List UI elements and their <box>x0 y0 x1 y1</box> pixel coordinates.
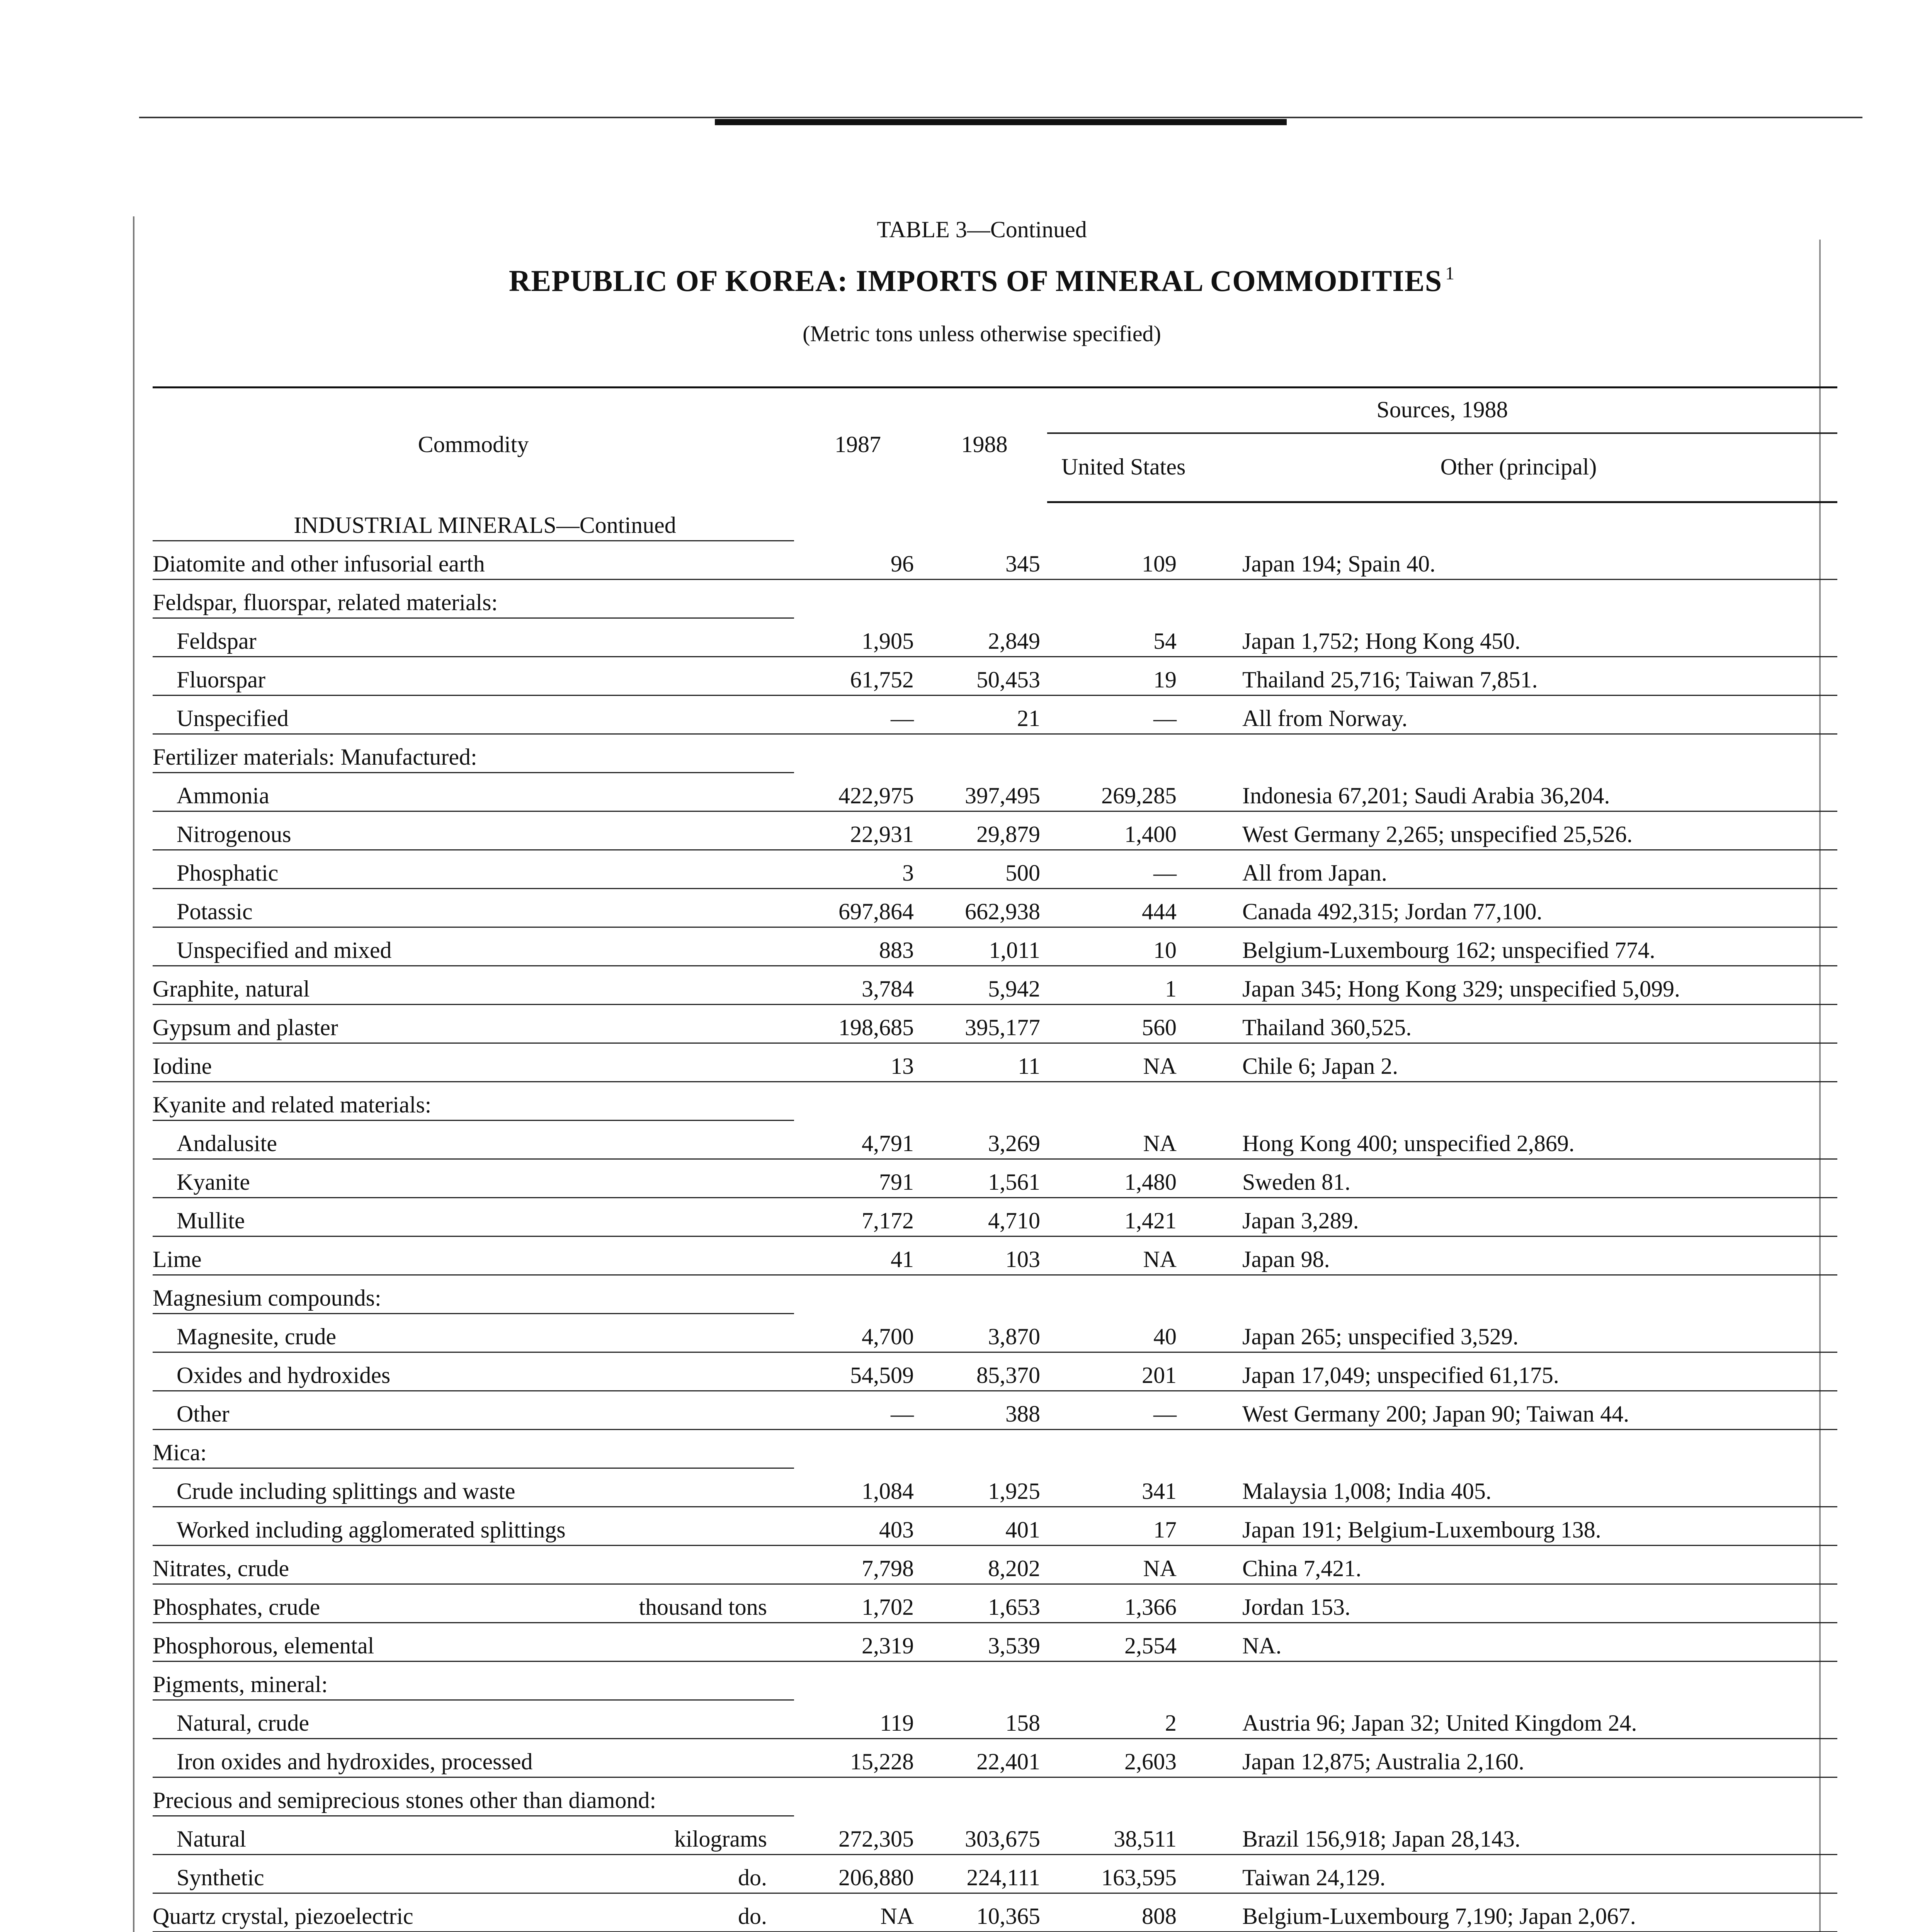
other-sources: Japan 191; Belgium-Luxembourg 138. <box>1200 1507 1837 1545</box>
table-row <box>153 1700 1837 1738</box>
value-1988: 3,269 <box>922 1120 1047 1159</box>
value-1987: 1,702 <box>794 1584 922 1622</box>
value-1987 <box>794 1777 922 1816</box>
value-1988: 50,453 <box>922 656 1047 695</box>
value-united-states: 54 <box>1047 618 1200 656</box>
value-united-states: NA <box>1047 1120 1200 1159</box>
table-row <box>153 1429 1837 1468</box>
commodity-cell <box>153 1313 794 1352</box>
table-row <box>153 811 1837 850</box>
value-united-states: 1,480 <box>1047 1159 1200 1197</box>
value-united-states <box>1047 734 1200 772</box>
value-united-states: 10 <box>1047 927 1200 966</box>
other-sources: Japan 345; Hong Kong 329; unspecified 5,099. <box>1200 966 1837 1004</box>
value-1988: 4,710 <box>922 1197 1047 1236</box>
other-sources: Sweden 81. <box>1200 1159 1837 1197</box>
value-1987: 15,228 <box>794 1738 922 1777</box>
table-row <box>153 1893 1837 1932</box>
value-united-states: 17 <box>1047 1507 1200 1545</box>
value-1988: 395,177 <box>922 1004 1047 1043</box>
commodity-name: Nitrates, crude <box>153 1555 289 1581</box>
commodity-name: Natural <box>177 1826 246 1852</box>
other-sources: Malaysia 1,008; India 405. <box>1200 1468 1837 1507</box>
commodity-cell <box>153 1043 794 1082</box>
value-1987: 41 <box>794 1236 922 1275</box>
commodity-cell <box>153 734 794 772</box>
value-1987: 1,905 <box>794 618 922 656</box>
value-1987 <box>794 1275 922 1313</box>
commodity-name: Ammonia <box>177 782 269 808</box>
unit-label: thousand tons <box>639 1594 767 1620</box>
value-1988: 397,495 <box>922 772 1047 811</box>
imports-table <box>153 386 1837 1932</box>
commodity-name: Natural, crude <box>177 1710 310 1736</box>
value-1987: 61,752 <box>794 656 922 695</box>
unit-label: kilograms <box>674 1826 767 1852</box>
value-1988 <box>922 1429 1047 1468</box>
commodity-cell <box>153 1082 794 1120</box>
table-row <box>153 966 1837 1004</box>
value-united-states: 201 <box>1047 1352 1200 1391</box>
other-sources: All from Norway. <box>1200 695 1837 734</box>
other-sources: Belgium-Luxembourg 7,190; Japan 2,067. <box>1200 1893 1837 1932</box>
commodity-name: Iodine <box>153 1053 212 1079</box>
commodity-name: Mica: <box>153 1439 207 1465</box>
value-1988: 5,942 <box>922 966 1047 1004</box>
value-united-states: 341 <box>1047 1468 1200 1507</box>
other-sources: Taiwan 24,129. <box>1200 1854 1837 1893</box>
value-1988: 11 <box>922 1043 1047 1082</box>
value-1987: 697,864 <box>794 888 922 927</box>
commodity-name: Diatomite and other infusorial earth <box>153 551 485 577</box>
top-rule <box>139 117 1862 118</box>
value-united-states: 2,603 <box>1047 1738 1200 1777</box>
value-united-states: 444 <box>1047 888 1200 927</box>
commodity-cell <box>153 1197 794 1236</box>
value-1987: 4,700 <box>794 1313 922 1352</box>
table-row <box>153 1468 1837 1507</box>
commodity-cell <box>153 1738 794 1777</box>
commodity-cell <box>153 1275 794 1313</box>
value-united-states <box>1047 1082 1200 1120</box>
table-row <box>153 1545 1837 1584</box>
value-united-states: 1,400 <box>1047 811 1200 850</box>
table-row <box>153 1584 1837 1622</box>
value-1988: 303,675 <box>922 1816 1047 1854</box>
value-1988: 2,849 <box>922 618 1047 656</box>
table-row <box>153 1004 1837 1043</box>
value-1988 <box>922 579 1047 618</box>
commodity-cell <box>153 541 794 579</box>
other-sources: Japan 98. <box>1200 1236 1837 1275</box>
value-united-states <box>1047 1661 1200 1700</box>
value-united-states: 1,366 <box>1047 1584 1200 1622</box>
table-row <box>153 1043 1837 1082</box>
commodity-name: Fertilizer materials: Manufactured: <box>153 744 477 770</box>
other-sources: Austria 96; Japan 32; United Kingdom 24. <box>1200 1700 1837 1738</box>
other-sources <box>1200 579 1837 618</box>
table-row <box>153 1738 1837 1777</box>
other-sources <box>1200 734 1837 772</box>
value-1988: 3,870 <box>922 1313 1047 1352</box>
commodity-cell <box>153 656 794 695</box>
table-row <box>153 1622 1837 1661</box>
commodity-name: Feldspar <box>177 628 257 654</box>
value-1988: 662,938 <box>922 888 1047 927</box>
commodity-name: Kyanite <box>177 1169 250 1195</box>
header-1988: 1988 <box>961 431 1008 457</box>
value-1987: 3,784 <box>794 966 922 1004</box>
value-1988 <box>922 1777 1047 1816</box>
table-row <box>153 734 1837 772</box>
value-united-states: 2 <box>1047 1700 1200 1738</box>
commodity-name: Oxides and hydroxides <box>177 1362 391 1388</box>
value-1987: 13 <box>794 1043 922 1082</box>
commodity-cell <box>153 1159 794 1197</box>
header-row-1 <box>153 388 1837 433</box>
commodity-name: Mullite <box>177 1208 245 1233</box>
commodity-cell <box>153 1352 794 1391</box>
other-sources: Jordan 153. <box>1200 1584 1837 1622</box>
table-row <box>153 1275 1837 1313</box>
commodity-cell <box>153 1584 794 1622</box>
commodity-name: Precious and semiprecious stones other than diamond: <box>153 1787 656 1813</box>
value-1987: 2,319 <box>794 1622 922 1661</box>
value-united-states: 38,511 <box>1047 1816 1200 1854</box>
commodity-cell <box>153 1236 794 1275</box>
value-1988: 1,653 <box>922 1584 1047 1622</box>
other-sources: West Germany 200; Japan 90; Taiwan 44. <box>1200 1391 1837 1429</box>
other-sources <box>1200 1082 1837 1120</box>
header-1987: 1987 <box>835 431 881 457</box>
other-sources: Japan 12,875; Australia 2,160. <box>1200 1738 1837 1777</box>
commodity-cell <box>153 579 794 618</box>
value-1988: 1,925 <box>922 1468 1047 1507</box>
value-united-states: 1,421 <box>1047 1197 1200 1236</box>
value-1988: 224,111 <box>922 1854 1047 1893</box>
value-united-states: NA <box>1047 1545 1200 1584</box>
commodity-cell <box>153 1816 794 1854</box>
other-sources: Japan 3,289. <box>1200 1197 1837 1236</box>
table-subtitle: (Metric tons unless otherwise specified) <box>803 321 1161 346</box>
other-sources: Canada 492,315; Jordan 77,100. <box>1200 888 1837 927</box>
unit-label: do. <box>738 1903 767 1929</box>
table-row <box>153 1391 1837 1429</box>
section-heading: INDUSTRIAL MINERALS—Continued <box>153 502 794 541</box>
commodity-name: Kyanite and related materials: <box>153 1092 432 1117</box>
value-united-states: 560 <box>1047 1004 1200 1043</box>
top-rule-bold <box>715 119 1287 125</box>
other-sources: Japan 265; unspecified 3,529. <box>1200 1313 1837 1352</box>
other-sources: Japan 1,752; Hong Kong 450. <box>1200 618 1837 656</box>
other-sources: Thailand 25,716; Taiwan 7,851. <box>1200 656 1837 695</box>
value-1988: 22,401 <box>922 1738 1047 1777</box>
value-united-states: 808 <box>1047 1893 1200 1932</box>
commodity-cell <box>153 695 794 734</box>
commodity-cell <box>153 1545 794 1584</box>
value-united-states <box>1047 1275 1200 1313</box>
commodity-name: Magnesium compounds: <box>153 1285 381 1311</box>
other-sources <box>1200 1777 1837 1816</box>
title-footnote-marker: 1 <box>1445 263 1455 284</box>
value-1987: 198,685 <box>794 1004 922 1043</box>
value-1987 <box>794 1082 922 1120</box>
commodity-cell <box>153 1622 794 1661</box>
value-united-states <box>1047 1429 1200 1468</box>
commodity-cell <box>153 1391 794 1429</box>
value-united-states: 269,285 <box>1047 772 1200 811</box>
value-1988 <box>922 1082 1047 1120</box>
other-sources <box>1200 1429 1837 1468</box>
value-1987: NA <box>794 1893 922 1932</box>
header-other-principal: Other (principal) <box>1200 433 1837 502</box>
commodity-name: Crude including splittings and waste <box>177 1478 515 1504</box>
value-united-states: — <box>1047 695 1200 734</box>
commodity-name: Pigments, mineral: <box>153 1671 328 1697</box>
other-sources: Chile 6; Japan 2. <box>1200 1043 1837 1082</box>
value-1988: 85,370 <box>922 1352 1047 1391</box>
value-1988: 388 <box>922 1391 1047 1429</box>
table-number: TABLE 3—Continued <box>877 217 1087 242</box>
table-row <box>153 1197 1837 1236</box>
value-1987: 96 <box>794 541 922 579</box>
table-row <box>153 1661 1837 1700</box>
commodity-name: Phosphates, crude <box>153 1594 320 1620</box>
commodity-cell <box>153 927 794 966</box>
value-1988: 3,539 <box>922 1622 1047 1661</box>
table-row <box>153 656 1837 695</box>
table-row <box>153 927 1837 966</box>
commodity-name: Graphite, natural <box>153 976 310 1002</box>
table-row <box>153 1352 1837 1391</box>
table-row <box>153 1854 1837 1893</box>
table-row <box>153 579 1837 618</box>
value-1988 <box>922 1275 1047 1313</box>
value-united-states: — <box>1047 850 1200 888</box>
header-sources: Sources, 1988 <box>1047 388 1837 433</box>
value-united-states <box>1047 579 1200 618</box>
left-margin-line <box>133 216 134 1932</box>
commodity-name: Gypsum and plaster <box>153 1014 338 1040</box>
header-united-states: United States <box>1047 433 1200 502</box>
value-united-states: NA <box>1047 1043 1200 1082</box>
value-1987: — <box>794 1391 922 1429</box>
value-1987: 422,975 <box>794 772 922 811</box>
other-sources: Belgium-Luxembourg 162; unspecified 774. <box>1200 927 1837 966</box>
value-1988: 10,365 <box>922 1893 1047 1932</box>
other-sources <box>1200 1275 1837 1313</box>
value-1987 <box>794 1661 922 1700</box>
value-united-states: 1 <box>1047 966 1200 1004</box>
commodity-cell <box>153 1507 794 1545</box>
other-sources: China 7,421. <box>1200 1545 1837 1584</box>
commodity-name: Feldspar, fluorspar, related materials: <box>153 589 498 615</box>
table-row <box>153 1313 1837 1352</box>
other-sources: Brazil 156,918; Japan 28,143. <box>1200 1816 1837 1854</box>
value-1988: 8,202 <box>922 1545 1047 1584</box>
commodity-cell <box>153 1700 794 1738</box>
value-1988 <box>922 1661 1047 1700</box>
table-row <box>153 850 1837 888</box>
commodity-cell <box>153 966 794 1004</box>
value-1987: 7,172 <box>794 1197 922 1236</box>
commodity-name: Magnesite, crude <box>177 1323 337 1349</box>
value-united-states: 163,595 <box>1047 1854 1200 1893</box>
value-1987: 206,880 <box>794 1854 922 1893</box>
other-sources: NA. <box>1200 1622 1837 1661</box>
value-united-states: 109 <box>1047 541 1200 579</box>
other-sources: Thailand 360,525. <box>1200 1004 1837 1043</box>
commodity-cell <box>153 1777 794 1816</box>
table-row <box>153 1777 1837 1816</box>
value-1987: 119 <box>794 1700 922 1738</box>
table-row <box>153 1159 1837 1197</box>
commodity-cell <box>153 772 794 811</box>
value-1987 <box>794 579 922 618</box>
commodity-cell <box>153 618 794 656</box>
table-row <box>153 1507 1837 1545</box>
value-1988: 401 <box>922 1507 1047 1545</box>
value-united-states: 19 <box>1047 656 1200 695</box>
commodity-cell <box>153 1004 794 1043</box>
commodity-name: Unspecified and mixed <box>177 937 392 963</box>
commodity-cell <box>153 1661 794 1700</box>
commodity-name: Fluorspar <box>177 667 265 692</box>
commodity-name: Andalusite <box>177 1130 277 1156</box>
commodity-cell <box>153 1893 794 1932</box>
commodity-name: Other <box>177 1401 230 1427</box>
value-1987: 403 <box>794 1507 922 1545</box>
commodity-cell <box>153 811 794 850</box>
other-sources: Hong Kong 400; unspecified 2,869. <box>1200 1120 1837 1159</box>
commodity-cell <box>153 850 794 888</box>
other-sources: West Germany 2,265; unspecified 25,526. <box>1200 811 1837 850</box>
other-sources: Indonesia 67,201; Saudi Arabia 36,204. <box>1200 772 1837 811</box>
value-1988: 29,879 <box>922 811 1047 850</box>
value-united-states: 2,554 <box>1047 1622 1200 1661</box>
value-1987: 883 <box>794 927 922 966</box>
value-1987: — <box>794 695 922 734</box>
commodity-name: Phosphorous, elemental <box>153 1633 374 1658</box>
other-sources: Japan 194; Spain 40. <box>1200 541 1837 579</box>
unit-label: do. <box>738 1864 767 1890</box>
commodity-name: Nitrogenous <box>177 821 291 847</box>
table-row <box>153 1120 1837 1159</box>
commodity-cell <box>153 888 794 927</box>
commodity-name: Phosphatic <box>177 860 279 886</box>
commodity-name: Quartz crystal, piezoelectric <box>153 1903 413 1929</box>
table-row <box>153 618 1837 656</box>
other-sources: All from Japan. <box>1200 850 1837 888</box>
commodity-name: Potassic <box>177 898 253 924</box>
value-1988: 500 <box>922 850 1047 888</box>
value-1987 <box>794 1429 922 1468</box>
value-1988 <box>922 734 1047 772</box>
value-united-states: — <box>1047 1391 1200 1429</box>
value-1988: 345 <box>922 541 1047 579</box>
value-1987: 4,791 <box>794 1120 922 1159</box>
value-united-states: NA <box>1047 1236 1200 1275</box>
value-1988: 21 <box>922 695 1047 734</box>
commodity-cell <box>153 1854 794 1893</box>
header-commodity: Commodity <box>418 431 529 457</box>
table-row <box>153 541 1837 579</box>
commodity-name: Worked including agglomerated splittings <box>177 1517 566 1543</box>
value-1987: 791 <box>794 1159 922 1197</box>
value-1987: 3 <box>794 850 922 888</box>
other-sources <box>1200 1661 1837 1700</box>
table-row <box>153 1082 1837 1120</box>
table-row <box>153 695 1837 734</box>
value-1988: 158 <box>922 1700 1047 1738</box>
commodity-name: Lime <box>153 1246 202 1272</box>
value-1987: 1,084 <box>794 1468 922 1507</box>
value-1987: 7,798 <box>794 1545 922 1584</box>
commodity-cell <box>153 1429 794 1468</box>
table-title <box>0 263 1932 298</box>
commodity-cell <box>153 1468 794 1507</box>
value-1987: 272,305 <box>794 1816 922 1854</box>
value-united-states: 40 <box>1047 1313 1200 1352</box>
table-row <box>153 1236 1837 1275</box>
table-row <box>153 772 1837 811</box>
commodity-name: Unspecified <box>177 705 289 731</box>
commodity-name: Synthetic <box>177 1864 264 1890</box>
value-united-states <box>1047 1777 1200 1816</box>
table-title-text: REPUBLIC OF KOREA: IMPORTS OF MINERAL COMMODITIES <box>509 264 1442 298</box>
value-1988: 103 <box>922 1236 1047 1275</box>
value-1987 <box>794 734 922 772</box>
commodity-name: Iron oxides and hydroxides, processed <box>177 1748 533 1774</box>
value-1988: 1,561 <box>922 1159 1047 1197</box>
table-row <box>153 888 1837 927</box>
value-1987: 22,931 <box>794 811 922 850</box>
section-heading-row <box>153 502 1837 541</box>
value-1987: 54,509 <box>794 1352 922 1391</box>
commodity-cell <box>153 1120 794 1159</box>
other-sources: Japan 17,049; unspecified 61,175. <box>1200 1352 1837 1391</box>
table-row <box>153 1816 1837 1854</box>
value-1988: 1,011 <box>922 927 1047 966</box>
